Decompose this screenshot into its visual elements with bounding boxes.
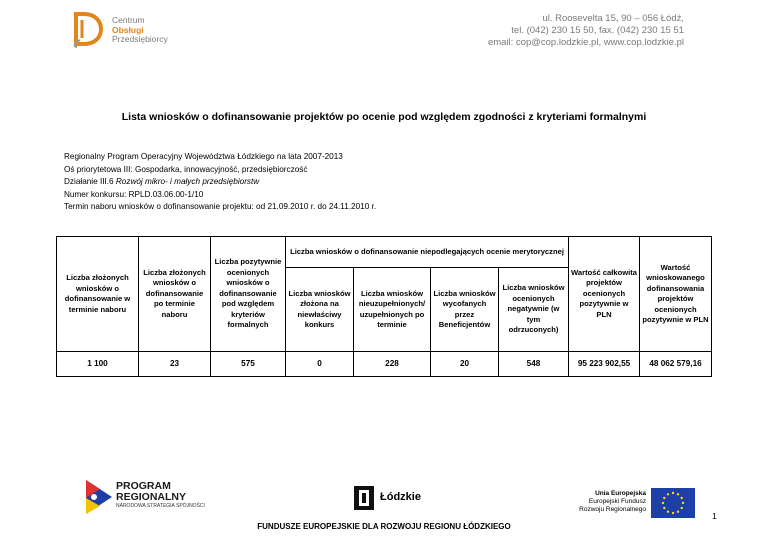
program-line-2: REGIONALNY xyxy=(116,491,187,503)
contact-address: ul. Roosevelta 15, 90 – 056 Łódź, xyxy=(542,13,684,24)
program-regionalny-arrow-icon xyxy=(84,478,114,516)
value-late: 23 xyxy=(139,352,211,377)
results-table xyxy=(56,236,712,377)
eu-flag-icon xyxy=(651,488,695,518)
header-row-1 xyxy=(57,237,712,268)
cop-logo xyxy=(70,10,180,50)
program-subtitle: NARODOWA STRATEGIA SPÓJNOŚCI xyxy=(116,503,205,509)
action-name: Rozwój mikro- i małych przedsiębiorstw xyxy=(115,177,260,186)
value-wrong-contest: 0 xyxy=(286,352,354,377)
eu-line-1: Unia Europejska xyxy=(595,490,646,497)
eu-line-3: Rozwoju Regionalnego xyxy=(579,506,646,513)
lodzkie-mark-icon xyxy=(354,486,374,510)
logo-line-3: Przedsiębiorcy xyxy=(112,34,168,44)
cop-logo-mark-icon xyxy=(70,10,104,48)
value-positive: 575 xyxy=(211,352,286,377)
contest-number: Numer konkursu: RPLD.03.06.00-1/10 xyxy=(64,189,204,199)
footer-logos xyxy=(0,478,768,528)
lodzkie-text: Łódzkie xyxy=(380,491,421,503)
contact-phone: tel. (042) 230 15 50, fax. (042) 230 15 51 xyxy=(511,25,684,36)
contact-email[interactable]: email: cop@cop.lodzkie.pl, www.cop.lodzkie.pl xyxy=(487,37,684,48)
col-header-late: Liczba złożonych wniosków o dofinansowanie po terminie naboru xyxy=(139,237,211,352)
col-header-positive: Liczba pozytywnie ocenionych wniosków o dofinansowanie pod względem kryteriów formalnych xyxy=(211,237,286,352)
col-header-requested-value: Wartość wnioskowanego dofinansowania projektów ocenionych pozytywnie w PLN xyxy=(640,237,712,352)
eu-text-block xyxy=(548,490,646,514)
col-header-total-value: Wartość całkowita projektów ocenionych pozytywnie w PLN xyxy=(569,237,640,352)
action-prefix: Działanie III.6 xyxy=(64,177,116,186)
document-title: Lista wniosków o dofinansowanie projektów po ocenie pod względem zgodności z kryteriami formalnymi xyxy=(121,111,647,123)
eu-line-2: Europejski Fundusz xyxy=(588,498,646,505)
priority-axis: Oś priorytetowa III: Gospodarka, innowacyjność, przedsiębiorczość xyxy=(64,164,308,174)
funds-line: FUNDUSZE EUROPEJSKIE DLA ROZWOJU REGIONU ŁÓDZKIEGO xyxy=(257,522,511,531)
value-negative: 548 xyxy=(499,352,569,377)
value-withdrawn: 20 xyxy=(431,352,499,377)
submission-deadline: Termin naboru wniosków o dofinansowanie projektu: od 21.09.2010 r. do 24.11.2010 r. xyxy=(64,202,377,211)
col-header-group: Liczba wniosków o dofinansowanie niepodlegających ocenie merytorycznej xyxy=(286,237,569,268)
col-header-not-completed: Liczba wniosków nieuzupełnionych/ uzupełnionych po terminie xyxy=(354,268,431,352)
value-submitted: 1 100 xyxy=(57,352,139,377)
logo-line-1: Centrum xyxy=(112,15,145,25)
col-header-negative: Liczba wniosków ocenionych negatywnie (w tym odrzuconych) xyxy=(499,268,569,352)
program-regionalny-logo xyxy=(84,478,244,518)
program-line-1: PROGRAM xyxy=(116,480,171,492)
col-header-submitted: Liczba złożonych wniosków o dofinansowanie w terminie naboru xyxy=(57,237,139,352)
action-line xyxy=(64,176,376,189)
lodzkie-logo xyxy=(354,486,434,516)
value-not-completed: 228 xyxy=(354,352,431,377)
value-requested-value: 48 062 579,16 xyxy=(640,352,712,377)
page-number: 1 xyxy=(712,511,717,521)
table-row xyxy=(57,352,712,377)
contact-block xyxy=(488,13,684,49)
value-total-value: 95 223 902,55 xyxy=(569,352,640,377)
col-header-withdrawn: Liczba wniosków wycofanych przez Beneficjentów xyxy=(431,268,499,352)
program-name: Regionalny Program Operacyjny Województwa Łódzkiego na lata 2007-2013 xyxy=(64,152,343,161)
col-header-wrong-contest: Liczba wniosków złożona na niewłaściwy konkurs xyxy=(286,268,354,352)
program-info xyxy=(64,151,376,214)
logo-line-2: Obsługi xyxy=(112,24,144,35)
